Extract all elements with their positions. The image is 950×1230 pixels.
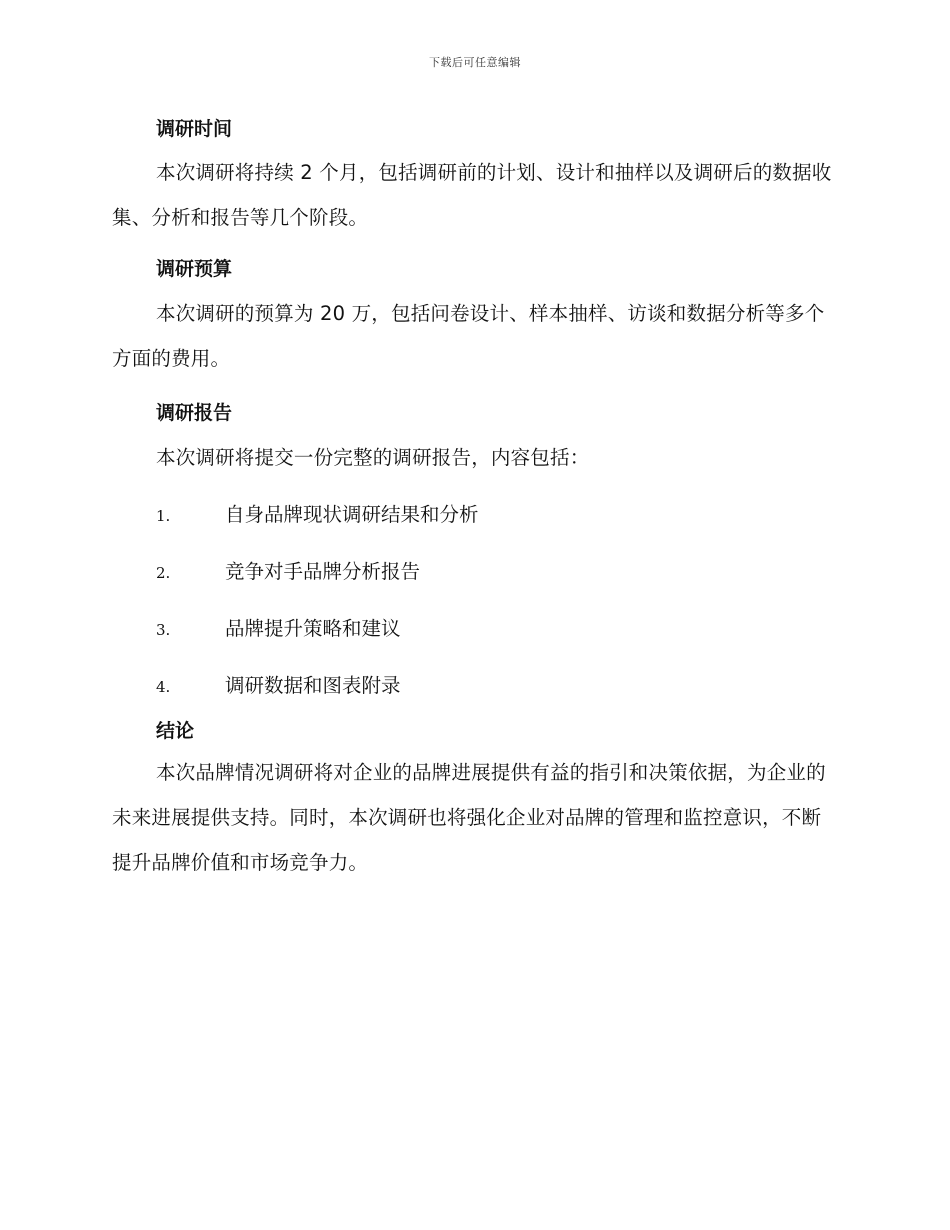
report-contents-list <box>112 486 832 714</box>
list-item-text: 品牌提升策略和建议 <box>225 617 401 640</box>
document-content <box>112 112 832 885</box>
list-item <box>112 657 832 714</box>
list-item-text: 自身品牌现状调研结果和分析 <box>225 503 479 526</box>
list-item <box>112 486 832 543</box>
list-item-number: 2. <box>156 564 171 582</box>
header-note: 下载后可任意编辑 <box>429 56 521 69</box>
list-item-text: 竞争对手品牌分析报告 <box>225 560 421 583</box>
list-item-text: 调研数据和图表附录 <box>225 674 401 697</box>
list-item <box>112 600 832 657</box>
section-body-time: 本次调研将持续 2 个月，包括调研前的计划、设计和抽样以及调研后的数据收集、分析和报告等几个阶段。 <box>112 161 832 229</box>
section-heading-conclusion: 结论 <box>156 720 195 742</box>
list-item-number: 3. <box>156 621 171 639</box>
list-item <box>112 543 832 600</box>
section-heading-report: 调研报告 <box>156 402 233 424</box>
list-item-number: 1. <box>156 507 171 525</box>
section-body-budget: 本次调研的预算为 20 万，包括问卷设计、样本抽样、访谈和数据分析等多个方面的费用。 <box>112 302 825 370</box>
section-heading-budget: 调研预算 <box>156 258 233 280</box>
section-heading-time: 调研时间 <box>156 118 233 140</box>
section-intro-report: 本次调研将提交一份完整的调研报告，内容包括： <box>156 446 590 469</box>
section-body-conclusion: 本次品牌情况调研将对企业的品牌进展提供有益的指引和决策依据，为企业的未来进展提供支持。同时，本次调研也将强化企业对品牌的管理和监控意识，不断提升品牌价值和市场竞争力。 <box>112 761 826 874</box>
list-item-number: 4. <box>156 678 171 696</box>
